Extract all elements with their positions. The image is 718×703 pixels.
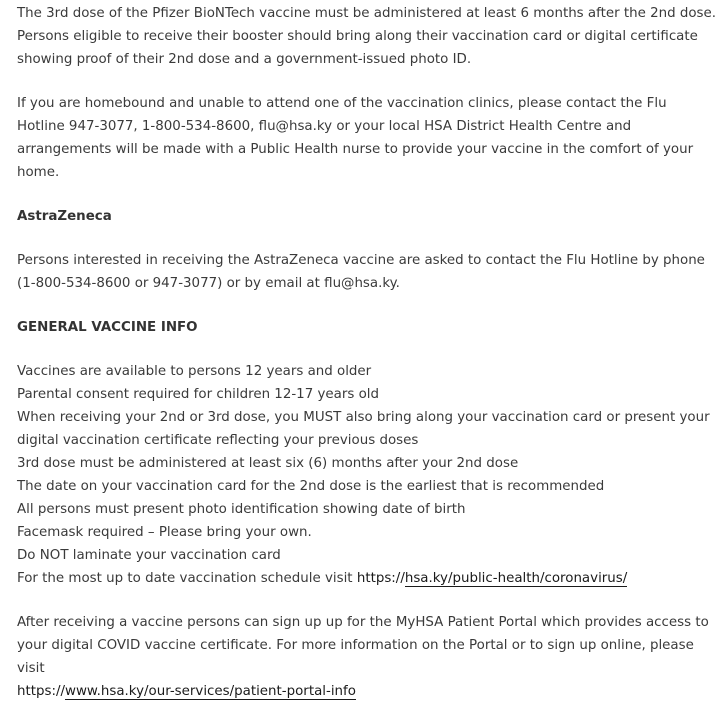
list-item: Do NOT laminate your vaccination card xyxy=(17,548,281,563)
schedule-line xyxy=(17,567,717,590)
astrazeneca-heading: AstraZeneca xyxy=(17,209,112,224)
general-info-list xyxy=(17,360,717,590)
list-item: Facemask required – Please bring your own. xyxy=(17,525,312,540)
portal-link-path: www.hsa.ky/our-services/patient-portal-info xyxy=(65,684,356,699)
patient-portal-paragraph xyxy=(17,611,717,703)
list-item: The date on your vaccination card for the 2nd dose is the earliest that is recommended xyxy=(17,479,605,494)
patient-portal-link[interactable] xyxy=(17,684,356,700)
list-item: Parental consent required for children 12-17 years old xyxy=(17,387,379,402)
pfizer-booster-paragraph: The 3rd dose of the Pfizer BioNTech vaccine must be administered at least 6 months after the 2nd dose. Persons eligible to receive their booster should bring along their vaccination card or digital certificate showing proof of their 2nd dose and a government-issued photo ID. xyxy=(17,6,717,67)
schedule-link-scheme: https:// xyxy=(356,571,405,586)
list-item: 3rd dose must be administered at least six (6) months after your 2nd dose xyxy=(17,456,519,471)
schedule-link-path: hsa.ky/public-health/coronavirus/ xyxy=(404,571,628,586)
patient-portal-text: After receiving a vaccine persons can sign up up for the MyHSA Patient Portal which provides access to your digital COVID vaccine certificate. For more information on the Portal or to sign up online, please visit xyxy=(17,615,709,676)
list-item: All persons must present photo identification showing date of birth xyxy=(17,502,466,517)
schedule-prefix: For the most up to date vaccination schedule visit xyxy=(17,571,357,586)
astrazeneca-paragraph: Persons interested in receiving the AstraZeneca vaccine are asked to contact the Flu Hotline by phone (1-800-534-8600 or 947-3077) or by email at flu@hsa.ky. xyxy=(17,253,705,291)
homebound-paragraph: If you are homebound and unable to attend one of the vaccination clinics, please contact the Flu Hotline 947-3077, 1-800-534-8600, flu@hsa.ky or your local HSA District Health Centre and arrangements will be made with a Public Health nurse to provide your vaccine in the comfort of your home. xyxy=(17,96,694,180)
coronavirus-schedule-link[interactable] xyxy=(357,571,627,587)
list-item: Vaccines are available to persons 12 years and older xyxy=(17,364,372,379)
portal-link-scheme: https:// xyxy=(17,684,65,699)
list-item: When receiving your 2nd or 3rd dose, you MUST also bring along your vaccination card or present your digital vaccination certificate reflecting your previous doses xyxy=(17,410,710,448)
general-vaccine-info-heading: GENERAL VACCINE INFO xyxy=(17,320,198,335)
article-content xyxy=(17,2,717,703)
